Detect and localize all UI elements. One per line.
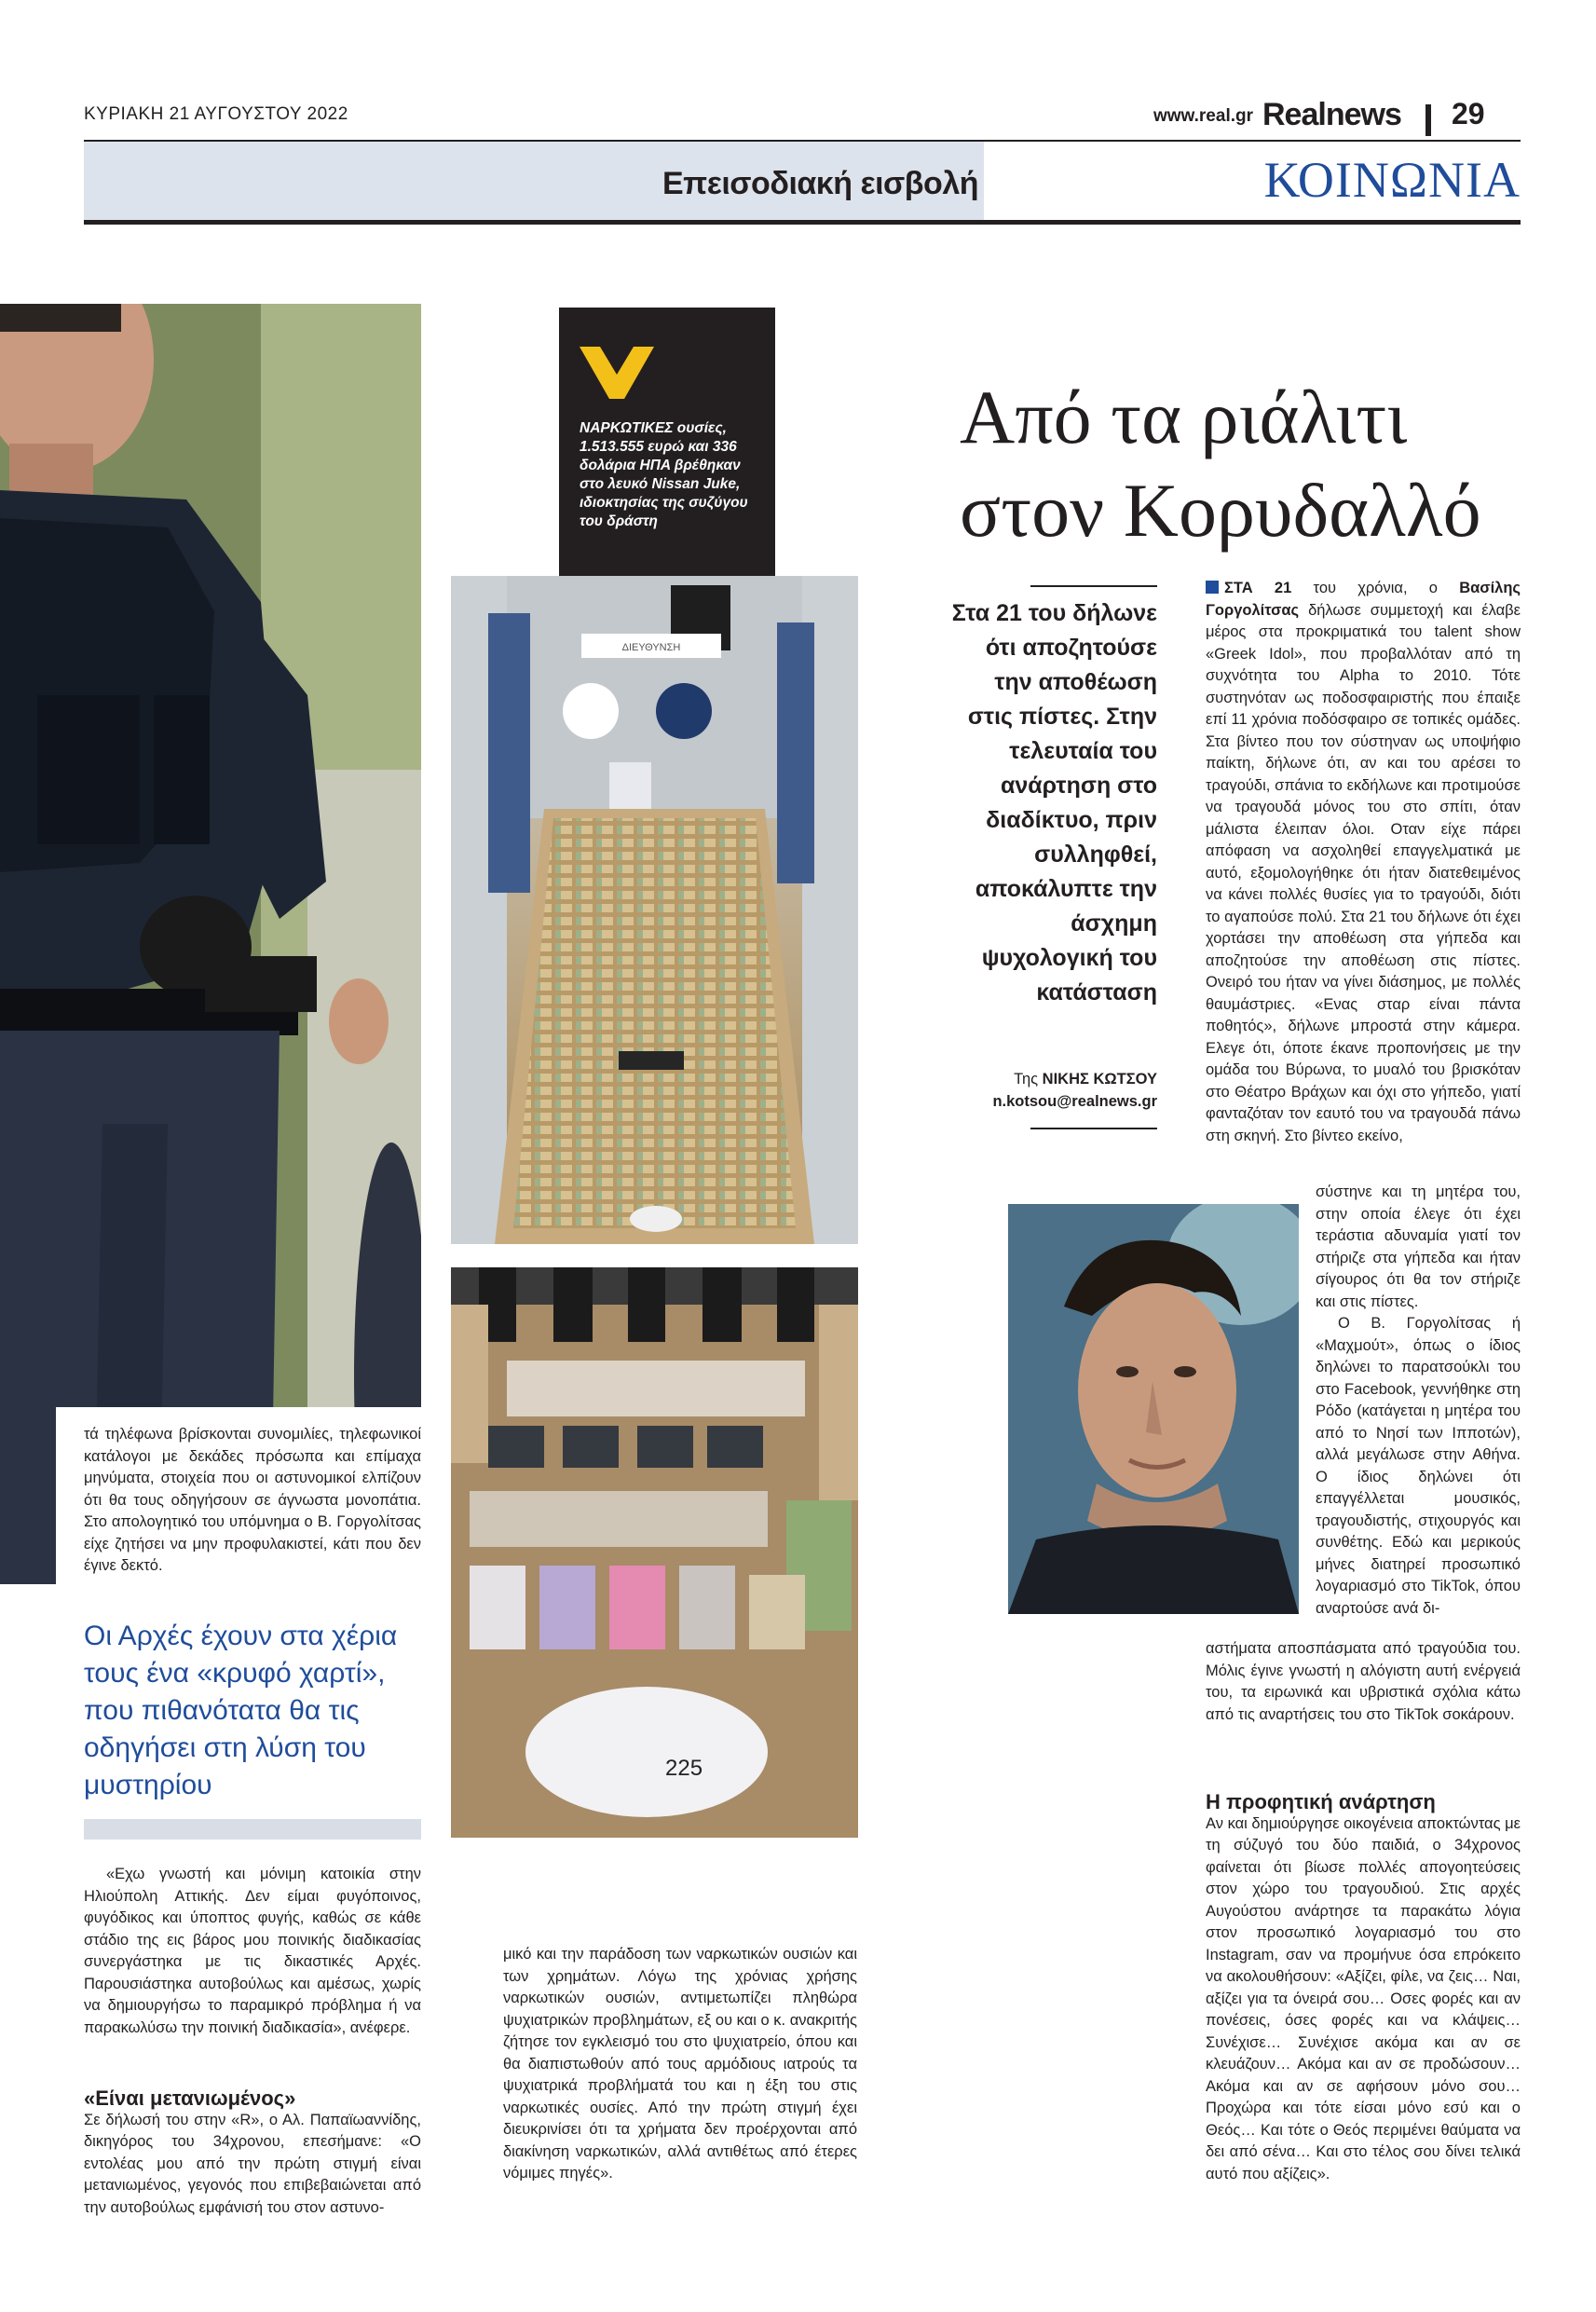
bullet-square-icon [1206,581,1219,594]
right-para-2-wrap: Ο Β. Γοργολίτσας ή «Μαχμούτ», όπως ο ίδιος δηλώνει το παρατσούκλι του στο Facebook, γεννήθηκε στη Ρόδο (κατάγεται η μητέρα του από το Νησί των Ιπποτών), αλλά μεγάλωσε στην Αθήνα. Ο ίδιος δηλώνει ότι επαγγέλλεται μουσικός, τραγουδιστής, στιχουργός και συνθέτης. Εδώ και μερικούς μήνες διατηρεί προσωπικό λογαριασμό στο TikTok, όπου αναρτούσε ανά δι- [1316,1315,1521,1617]
lead-in: ΣΤΑ 21 [1224,580,1292,596]
right-para-1b: δήλωσε συμμετοχή και έλαβε μέρος στα προκριματικά του talent show «Greek Idol», που προβαλλόταν από τη συχνότητα του Alpha το 2010. Τότε συστηνόταν ως ποδοσφαιριστής που έπαιξε επί 11 χρόνια ποδόσφαιρο σε τοπικές ομάδες. Στα βίντεο που τον σύστηναν ως υποψήφιο παίκτη, δήλωνε ότι, αν και του αρέσει το τραγούδι, σπάνια το εκδήλωνε και προτιμούσε να τραγουδά μόνος του στο σπίτι, όταν μάλιστα έλειπαν όλοι. Οταν είχε πάρει απόφαση να ασχοληθεί επαγγελματικά με αυτό, εξομολογήθηκε ότι ήταν διατεθειμένος να κάνει πολλές θυσίες για το τραγούδι, διότι το αγαπούσε πολύ. Στα 21 του δήλωνε ότι έχει χορτάσει την αποθέωση στα γήπεδα και αποζητούσε την αποθέωση στις πίστες. Ονειρό του ήταν να γίνει διάσημος, με πολλές θαυμάστριες. «Ενας σταρ είναι πάντα ποθητός», δήλωνε μπροστά στην κάμερα. Ελεγε ότι, όποτε έκανε προπονήσεις με την ομάδα του Βύρωνα, το μυαλό του βρισκόταν στο Θέατρο Βράχων και όχι στο γήπεδο, γιατί φανταζόταν τον εαυτό του να τραγουδά πάνω στη σκηνή. Στο βίντεο εκείνο, [1206,601,1521,1144]
bag-number: 225 [665,1756,703,1781]
portrait-photo [1008,1204,1299,1614]
section-kicker: Επεισοδιακή εισβολή [662,166,978,201]
quote-rule [84,1819,421,1840]
person-name: Βασίλης Γοργολίτσας [1206,580,1521,619]
right-body-4 [1206,1791,1521,2185]
header-divider [1425,104,1431,136]
right-subhead: Η προφητική ανάρτηση [1206,1790,1436,1813]
left-para-2: Σε δήλωσή του στην «R», ο Αλ. Παπαϊωαννίδης, δικηγόρος του 34χρονου, επεσήμανε: «Ο εντολέας μου από την πρώτη στιγμή είναι μετανιωμένος, γεγονός που επιβεβαιώνεται από την αυτοβούλως εμφάνισή του στον αστυνο- [84,2111,421,2216]
byline-email: n.kotsou@realnews.gr [992,1093,1157,1110]
left-para-1: «Εχω γνωστή και μόνιμη κατοικία στην Ηλιούπολη Αττικής. Δεν είμαι φυγόποινος, φυγόδικος και ύποπτος φυγής, καθώς σε κάθε στάδιο της εις βάρος μου ποινικής διαδικασίας συνεργάστηκα με τις δικαστικές Αρχές. Παρουσιάστηκα αυτοβούλως και αμέσως, χωρίς να δημιουργήσω το παραμικρό πρόβλημα ή να παρακωλύσω την ποινική διαδικασία», ανέφερε. [84,1866,421,2036]
police-officer-photo [0,304,421,1584]
section-title: ΚΟΙΝΩΝΙΑ [1263,152,1521,208]
phones-paragraph: τά τηλέφωνα βρίσκονται συνομιλίες, τηλεφωνικοί κατάλογοι με δεκάδες πρόσωπα και επίμαχα μηνύματα, στοιχεία που οι αστυνομικοί ελπίζουν ότι θα τους οδηγήσουν σε άγνωστα μονοπάτια. Στο απολογητικό του υπόμνημα ο Β. Γοργολίτσας είχε ζητήσει να μην προφυλακιστεί, κάτι που δεν έγινε δεκτό. [84,1426,421,1574]
standfirst: Στα 21 του δήλωνε ότι αποζητούσε την αποθέωση στις πίστες. Στην τελευταία του ανάρτηση στο διαδίκτυο, πριν συλληφθεί, αποκάλυπτε την άσχημη ψυχολογική του κατάσταση [951,600,1157,1006]
right-para-3: Αν και δημιούργησε οικογένεια αποκτώντας με τη σύζυγό του δύο παιδιά, ο 34χρονος φαίνεται ότι βίωσε πολλές απογοητεύσεις στον χώρο του τραγουδιού. Στις αρχές Αυγούστου ανάρτησε τα παρακάτω λόγια στον προσωπικό λογαριασμό του στο Instagram, σαν να προμήνυε όσα επρόκειτο να ακολουθήσουν: «Αξίζει, φίλε, να ζεις… Ναι, αξίζει για τα όνειρά σου… Οσες φορές και αν πονέσεις, όσες φορές και να κλάψεις… Συνέχισε… Συνέχισε ακόμα και αν σε κλευάζουν… Ακόμα και αν σε προδώσουν… Ακόμα και αν σε αφήσουν μόνο σου… Προχώρα και τότε είσαι μόνο εσύ και ο Θεός… Και τότε ο Θεός περιμένει θαύματα να δει από σένα… Και στο τέλος σου δίνει τελικά αυτό που αξίζεις». [1206,1814,1521,2182]
right-body-wrap [1316,1182,1521,1620]
right-body [1206,578,1521,1147]
left-subhead: «Είναι μετανιωμένος» [84,2086,296,2110]
header-rule-thick [84,220,1521,225]
sign-label: ΔΙΕΥΘΥΝΣΗ [621,642,681,653]
lead-rule-bottom [1030,1128,1157,1129]
byline-prefix: Της [1014,1071,1039,1088]
right-body-3: αστήματα αποσπάσματα από τραγούδια του. Μόλις έγινε γνωστή η αλόγιστη αυτή ενέργειά του, τα ειρωνικά και υβριστικά σχόλια κάτω από τις αναρτήσεις του στο TikTok σοκάρουν. [1206,1640,1521,1723]
right-para-1-wrap: σύστηνε και τη μητέρα του, στην οποία έλεγε ότι έχει τεράστια αδυναμία γιατί τον στήριζε στα γήπεδα και ήταν σίγουρος ότι θα τον στήριζε και στις πίστες. [1316,1183,1521,1310]
byline-author: ΝΙΚΗΣ ΚΩΤΣΟΥ [1042,1071,1157,1088]
headline: Από τα ριάλιτι στον Κορυδαλλό [960,375,1481,553]
middle-body: μικό και την παράδοση των ναρκωτικών ουσιών και των χρημάτων. Λόγω της χρόνιας χρήσης ναρκωτικών ουσιών, αντιμετωπίζει πληθώρα ψυχιατρικών προβλημάτων, εξ ου και ο κ. ανακριτής ζήτησε τον εγκλεισμό του στο ψυχιατρείο, όπου και θα διαπιστωθούν από τους αρμόδιους ιατρούς τα ψυχιατρικά προβλήματά του και η έξη του στις ναρκωτικές ουσίες. Από την πρώτη στιγμή έχει διευκρινίσει ότι τα χρήματα δεν προέρχονται από διακίνηση ναρκωτικών, αλλά αντιθέτως από έτερες νόμιμες πηγές». [503,1946,857,2182]
byline [947,1068,1157,1113]
issue-date: ΚΥΡΙΑΚΗ 21 ΑΥΓΟΥΣΤΟΥ 2022 [84,104,348,124]
site-url: www.real.gr [1153,106,1253,126]
right-para-1a: του χρόνια, ο [1313,580,1438,596]
lead-rule-top [1030,585,1157,587]
brand-logo: Realnews [1262,97,1401,132]
left-body-2 [84,2087,421,2219]
left-body [84,1864,421,2039]
info-box-text: ΝΑΡΚΩΤΙΚΕΣ ουσίες, 1.513.555 ευρώ και 336 δολάρια ΗΠΑ βρέθηκαν στο λευκό Nissan Juke, ιδιοκτησίας της συζύγου του δράστη [580,420,748,529]
seized-items-photo-room [451,576,858,1244]
seized-items-photo-closeup [451,1267,858,1838]
page-number: 29 [1452,97,1485,130]
pull-quote: Οι Αρχές έχουν στα χέρια τους ένα «κρυφό χαρτί», που πιθανότατα θα τις οδηγήσει στη λύση του μυστηρίου [84,1621,398,1800]
v-logo-icon [580,347,654,399]
